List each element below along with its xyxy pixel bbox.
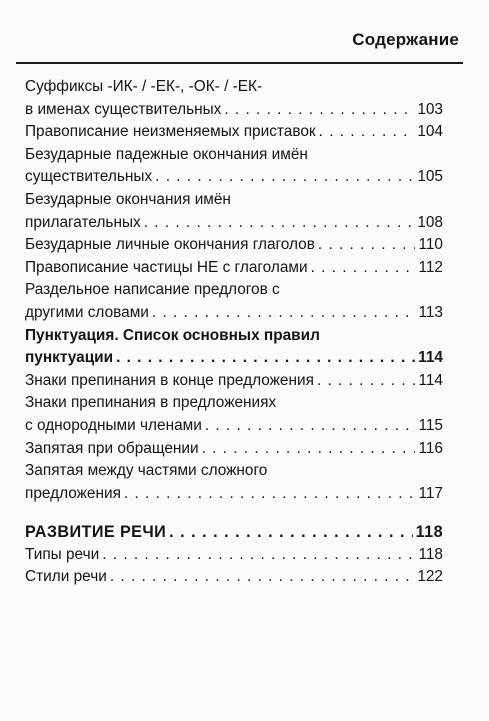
toc-entry-row xyxy=(25,212,443,235)
toc-entry-title: Запятая между частями сложного xyxy=(25,462,268,480)
dot-leader xyxy=(144,212,415,235)
toc-entry-row xyxy=(25,483,443,506)
toc-entry-suffixes xyxy=(25,76,443,121)
toc-page-number: 115 xyxy=(418,416,443,434)
toc-page-number: 110 xyxy=(418,236,443,254)
toc-entry-title: Правописание неизменяемых приставок xyxy=(25,123,316,141)
toc-entry-address-comma xyxy=(25,438,443,461)
dot-leader xyxy=(202,438,416,461)
toc-entry-complex-sentence-comma xyxy=(25,460,443,505)
toc-entry-speech-types xyxy=(25,544,443,567)
toc-page-number: 113 xyxy=(418,303,443,321)
toc-entry-row xyxy=(25,166,443,189)
toc-section-title: РАЗВИТИЕ РЕЧИ xyxy=(25,523,167,542)
toc-page-number: 112 xyxy=(418,258,443,276)
toc-entry-title: Типы речи xyxy=(25,545,100,563)
header-divider xyxy=(16,62,463,64)
table-of-contents xyxy=(25,76,443,589)
toc-entry-title: Суффиксы -ИК- / -ЕК-, -ОК- / -ЕК- xyxy=(25,78,263,95)
toc-entry-row xyxy=(25,121,443,144)
toc-entry-title-continued: прилагательных xyxy=(25,213,141,231)
toc-entry-title-continued: другими словами xyxy=(25,303,149,321)
toc-entry-title: Безударные личные окончания глаголов xyxy=(25,236,315,254)
dot-leader xyxy=(110,566,414,589)
dot-leader xyxy=(124,483,416,506)
toc-entry-title-continued: с однородными членами xyxy=(25,416,202,434)
toc-entry-row xyxy=(25,234,443,257)
toc-entry-row xyxy=(25,257,443,280)
page-header-title: Содержание xyxy=(352,30,459,49)
toc-entry-homogeneous-members xyxy=(25,392,443,437)
dot-leader xyxy=(205,415,416,438)
toc-entry-row xyxy=(25,438,443,461)
toc-entry-row xyxy=(25,566,443,589)
toc-entry-title: Знаки препинания в конце предложения xyxy=(25,371,314,389)
toc-entry-title: Правописание частицы НЕ с глаголами xyxy=(25,258,308,276)
toc-entry-prepositions xyxy=(25,279,443,324)
toc-entry-title: Безударные окончания имён xyxy=(25,190,231,208)
dot-leader xyxy=(169,521,413,544)
toc-section-speech-development xyxy=(25,521,443,544)
dot-leader xyxy=(155,166,414,189)
dot-leader xyxy=(152,302,416,325)
toc-page-number: 118 xyxy=(415,523,443,542)
dot-leader xyxy=(311,257,416,280)
toc-entry-row xyxy=(25,99,443,122)
toc-page-number: 116 xyxy=(418,439,443,457)
toc-entry-title: Запятая при обращении xyxy=(25,439,199,457)
toc-entry-ne-with-verbs xyxy=(25,257,443,280)
toc-page-number: 103 xyxy=(417,100,443,118)
toc-entry-sentence-end-punctuation xyxy=(25,370,443,393)
section-spacer xyxy=(25,505,443,521)
toc-entry-prefixes xyxy=(25,121,443,144)
toc-entry-row xyxy=(25,544,443,567)
toc-page-number: 114 xyxy=(418,349,443,367)
toc-page-number: 105 xyxy=(417,168,443,186)
dot-leader xyxy=(116,347,415,370)
dot-leader xyxy=(224,99,414,122)
toc-entry-row xyxy=(25,415,443,438)
toc-entry-speech-styles xyxy=(25,566,443,589)
toc-entry-adjective-endings xyxy=(25,189,443,234)
toc-entry-punctuation-section xyxy=(25,325,443,370)
toc-entry-row xyxy=(25,370,443,393)
toc-entry-verb-endings xyxy=(25,234,443,257)
dot-leader xyxy=(319,121,415,144)
dot-leader xyxy=(102,544,415,567)
toc-entry-title-continued: существительных xyxy=(25,168,153,186)
toc-entry-title: Безударные падежные окончания имён xyxy=(25,145,308,163)
toc-entry-title: Стили речи xyxy=(25,568,107,586)
toc-page-number: 104 xyxy=(417,123,443,141)
toc-entry-row xyxy=(25,302,443,325)
dot-leader xyxy=(318,234,416,257)
toc-page-number: 114 xyxy=(418,371,443,389)
toc-entry-title-continued: в именах существительных xyxy=(25,100,222,118)
toc-entry-noun-endings xyxy=(25,144,443,189)
toc-entry-title-continued: пунктуации xyxy=(25,349,114,367)
toc-entry-row xyxy=(25,521,443,544)
toc-entry-title: Пунктуация. Список основных правил xyxy=(25,326,320,344)
dot-leader xyxy=(317,370,416,393)
toc-page-number: 122 xyxy=(417,568,443,586)
toc-page-number: 117 xyxy=(418,484,443,502)
toc-page-number: 118 xyxy=(418,545,443,563)
toc-entry-title: Раздельное написание предлогов с xyxy=(25,281,280,299)
toc-entry-title: Знаки препинания в предложениях xyxy=(25,394,277,412)
toc-page-number: 108 xyxy=(417,213,443,231)
toc-entry-title-continued: предложения xyxy=(25,484,121,502)
toc-entry-row xyxy=(25,347,443,370)
